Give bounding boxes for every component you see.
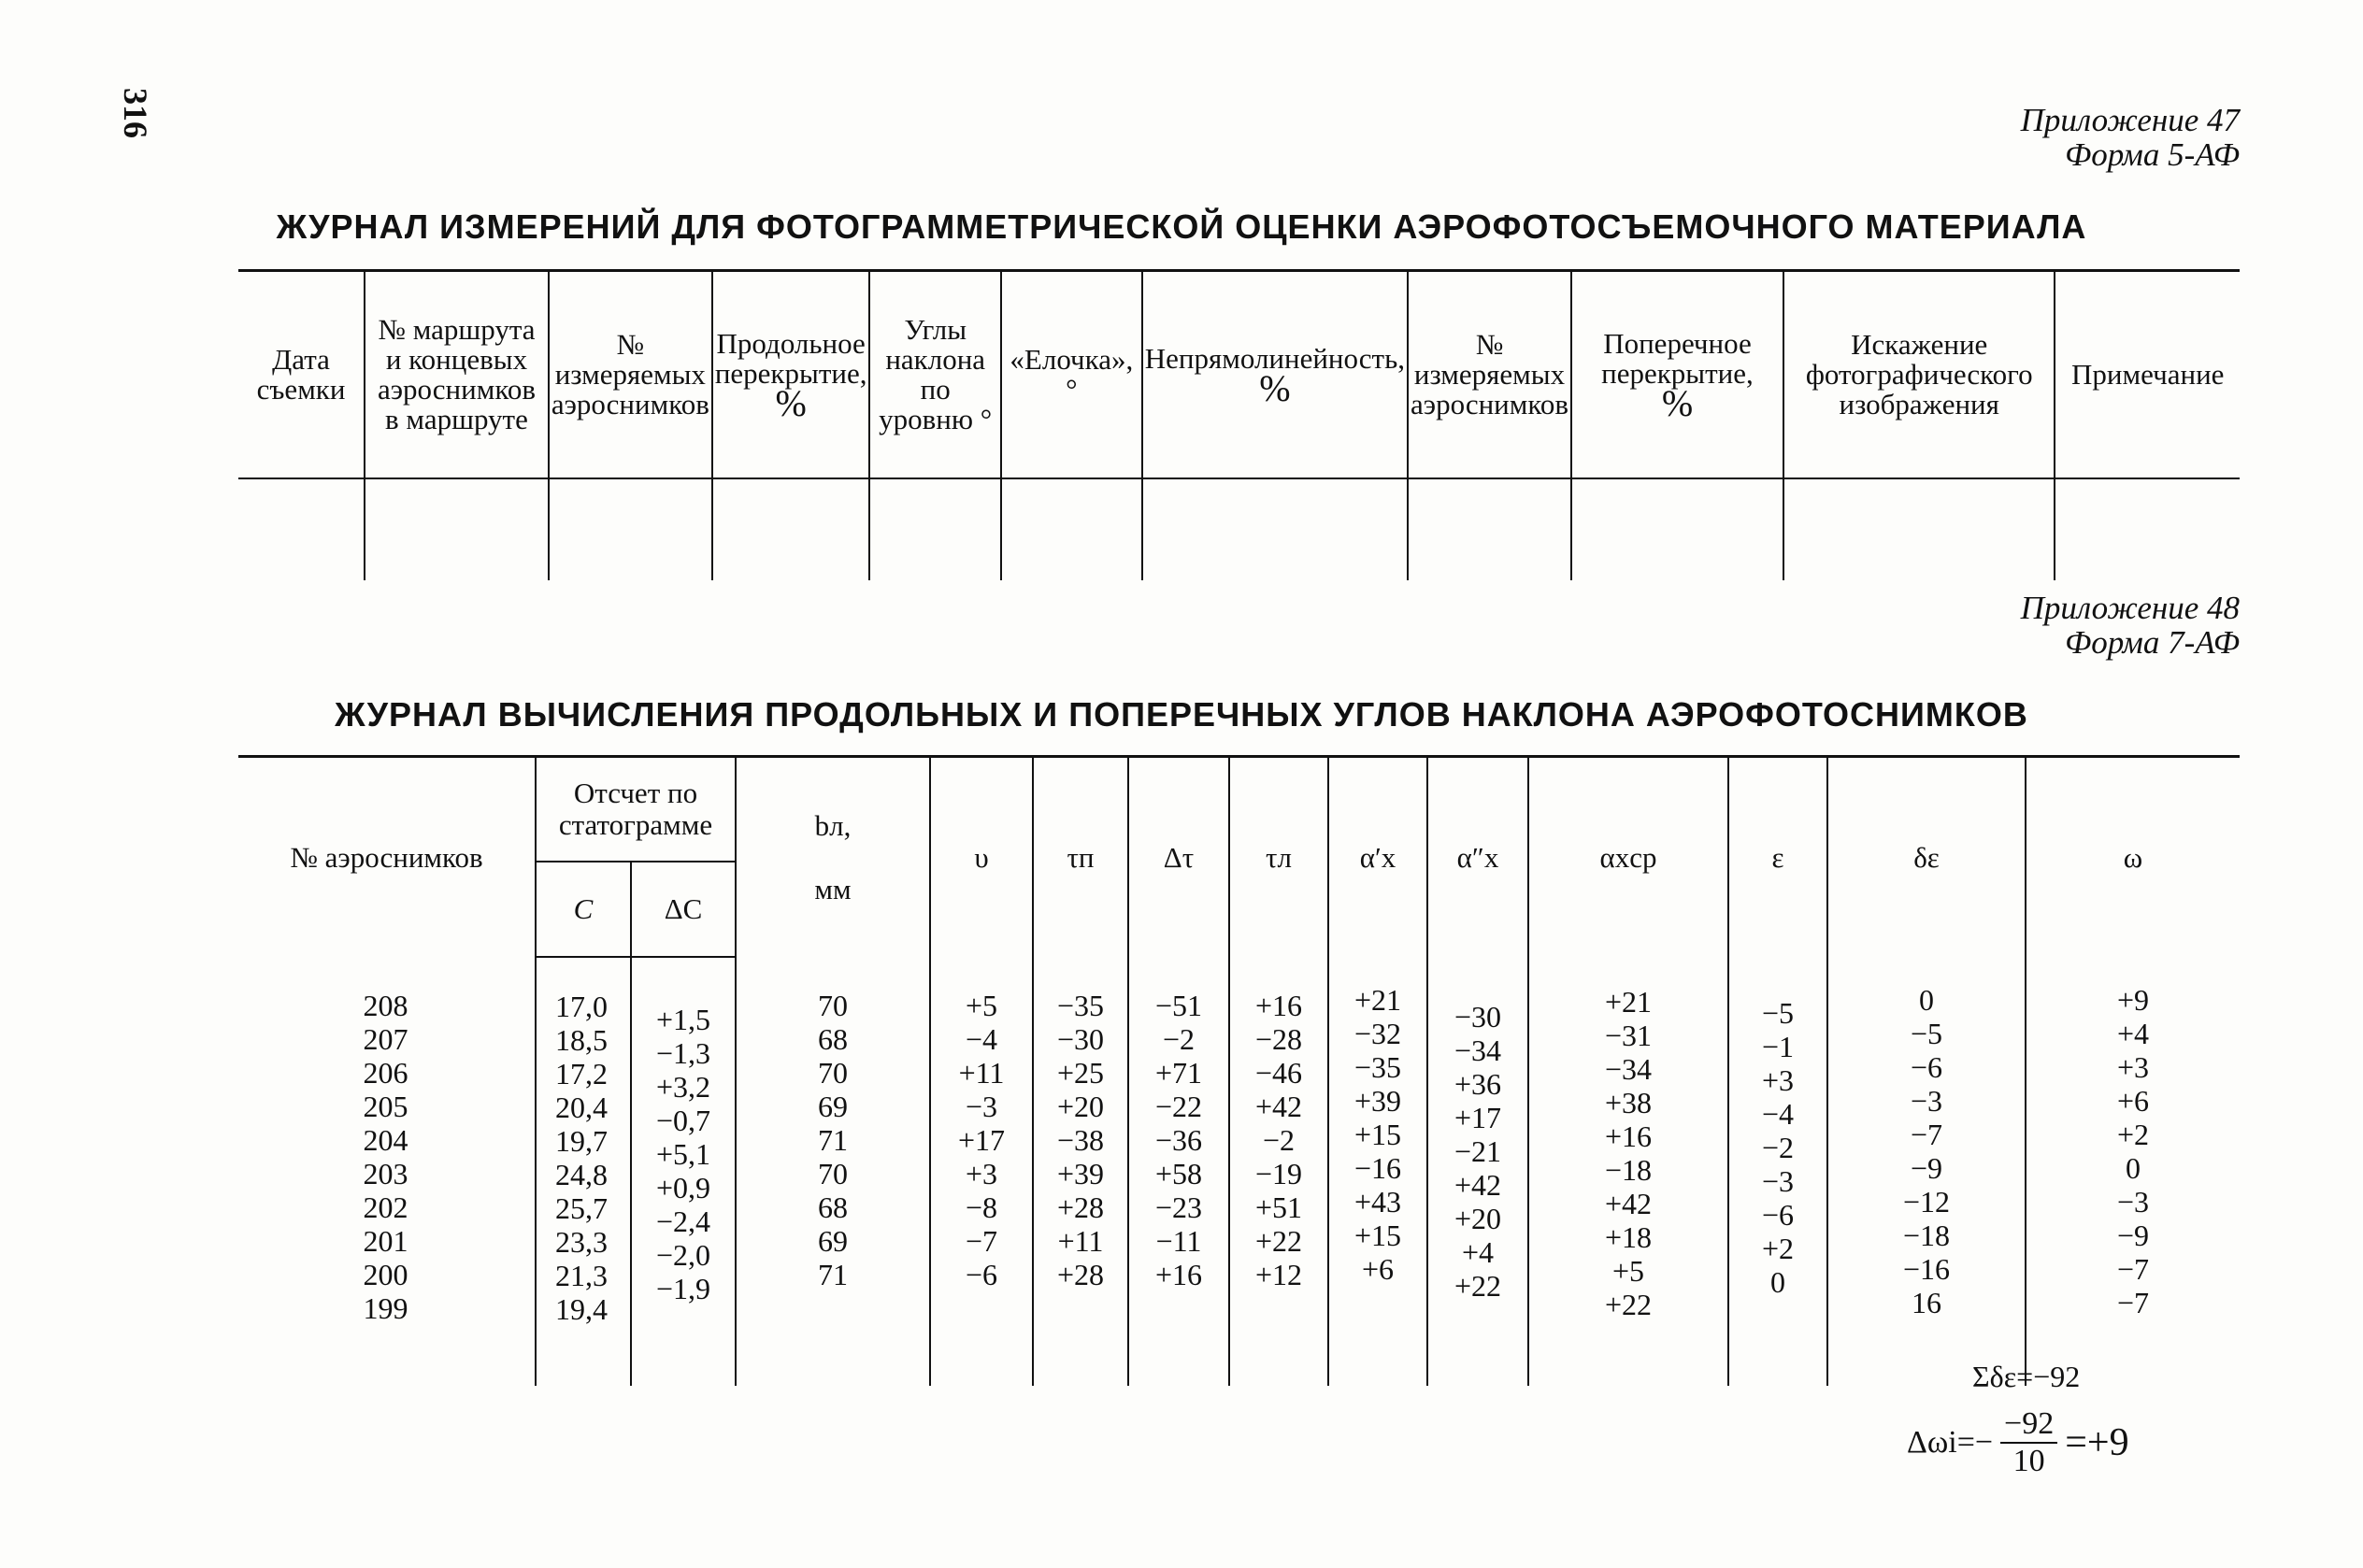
col-tau-p: τп — [1033, 757, 1128, 958]
appendix-label: Приложение 47 — [2020, 102, 2240, 138]
cell-ax2: −30 −34 +36 +17 −21 +42 +20 +4 +22 — [1427, 957, 1528, 1386]
cell-eps: −5 −1 +3 −4 −2 −3 −6 +2 0 — [1728, 957, 1827, 1386]
cell — [1571, 478, 1783, 580]
col-statogram-reading: Отсчет по статограмме — [536, 757, 736, 862]
col-level-tilt: Углы наклона по уровню ° — [869, 271, 1000, 479]
cell-dc: +1,5 −1,3 +3,2 −0,7 +5,1 +0,9 −2,4 −2,0 −1,9 — [631, 957, 736, 1386]
form-label: Форма 5-АФ — [2065, 136, 2240, 173]
page-number: 316 — [117, 88, 154, 138]
col-delta-tau: Δτ — [1128, 757, 1229, 958]
col-nonlinearity — [1142, 271, 1408, 479]
col-measured-snapshots-2: № измеряемых аэроснимков — [1408, 271, 1571, 479]
col-epsilon: ε — [1728, 757, 1827, 958]
cell — [869, 478, 1000, 580]
col-delta-c: ΔC — [631, 862, 736, 957]
cell — [1783, 478, 2055, 580]
col-snapshots: № аэроснимков — [290, 840, 483, 874]
percent-sign: % — [1259, 366, 1291, 409]
formula-result: =+9 — [2065, 1421, 2129, 1464]
cell-b: 70 68 70 69 71 70 68 69 71 — [736, 957, 930, 1386]
omega-correction-formula — [1907, 1406, 2129, 1479]
cell-axcp: +21 −31 −34 +38 +16 −18 +42 +18 +5 +22 — [1528, 957, 1728, 1386]
col-b — [736, 757, 930, 958]
formula-lhs: Δωi=− — [1907, 1425, 1994, 1460]
col-tau-l: τл — [1229, 757, 1328, 958]
col-measured-snapshots: № измеряемых аэроснимков — [549, 271, 712, 479]
cell — [1408, 478, 1571, 580]
cell — [238, 478, 365, 580]
appendix-48 — [2021, 591, 2240, 660]
appendix-47 — [2021, 103, 2240, 172]
col-alpha-x2: α″x — [1427, 757, 1528, 958]
col-date: Дата съемки — [238, 271, 365, 479]
col-v: υ — [930, 757, 1033, 958]
col-alpha-x1: α′x — [1328, 757, 1427, 958]
cell — [1142, 478, 1408, 580]
unit-text: мм — [814, 872, 852, 905]
cell-snapshots: 208 207 206 205 204 203 202 201 200 199 — [363, 989, 408, 1325]
formula-denominator: 10 — [2012, 1444, 2045, 1478]
formula-numerator: −92 — [2000, 1406, 2057, 1444]
cell-omega: +9 +4 +3 +6 +2 0 −3 −9 −7 −7 — [2026, 957, 2240, 1386]
table-row — [238, 478, 2240, 580]
cell-dtau: −51 −2 +71 −22 −36 +58 −23 −11 +16 — [1128, 957, 1229, 1386]
cell-ax1: +21 −32 −35 +39 +15 −16 +43 +15 +6 — [1328, 957, 1427, 1386]
col-omega: ω — [2026, 757, 2240, 958]
header-text: Непрямолинейность, — [1144, 341, 1405, 375]
appendix-label: Приложение 48 — [2020, 590, 2240, 626]
col-alpha-xcp: αxcp — [1528, 757, 1728, 958]
measurement-journal-table — [238, 269, 2240, 580]
cell-tau-p: −35 −30 +25 +20 −38 +39 +28 +11 +28 — [1033, 957, 1128, 1386]
col-transverse-overlap — [1571, 271, 1783, 479]
cell — [549, 478, 712, 580]
cell — [712, 478, 870, 580]
col-note: Примечание — [2055, 271, 2240, 479]
col-distortion: Искажение фотографического изображения — [1783, 271, 2055, 479]
cell-c: 17,0 18,5 17,2 20,4 19,7 24,8 25,7 23,3 21,3 19,4 — [536, 957, 631, 1386]
col-delta-epsilon: δε — [1827, 757, 2026, 958]
sum-delta-epsilon: Σδε=−92 — [1972, 1360, 2081, 1393]
col-herringbone: «Елочка», ° — [1001, 271, 1142, 479]
col-c: C — [536, 862, 631, 957]
cell-deps: 0 −5 −6 −3 −7 −9 −12 −18 −16 16 — [1827, 957, 2026, 1386]
table1-title: ЖУРНАЛ ИЗМЕРЕНИЙ ДЛЯ ФОТОГРАММЕТРИЧЕСКОЙ ОЦЕНКИ АЭРОФОТОСЪЕМОЧНОГО МАТЕРИАЛА — [276, 207, 2087, 246]
header-text: Поперечное перекрытие, — [1601, 326, 1754, 390]
cell — [1001, 478, 1142, 580]
cell — [365, 478, 549, 580]
cell — [2055, 478, 2240, 580]
tilt-computation-table — [238, 755, 2240, 1386]
header-text: Продольное перекрытие, — [714, 326, 867, 390]
cell-v: +5 −4 +11 −3 +17 +3 −8 −7 −6 — [930, 957, 1033, 1386]
cell-tau-l: +16 −28 −46 +42 −2 −19 +51 +22 +12 — [1229, 957, 1328, 1386]
formula-fraction — [2000, 1406, 2057, 1479]
col-route: № маршрута и концевых аэроснимков в маршруте — [365, 271, 549, 479]
form-label: Форма 7-АФ — [2065, 624, 2240, 661]
percent-sign: % — [775, 381, 807, 424]
header-text: bл, — [814, 808, 852, 842]
percent-sign: % — [1661, 381, 1694, 424]
table2-title: ЖУРНАЛ ВЫЧИСЛЕНИЯ ПРОДОЛЬНЫХ И ПОПЕРЕЧНЫХ УГЛОВ НАКЛОНА АЭРОФОТОСНИМКОВ — [335, 695, 2028, 734]
col-longitudinal-overlap — [712, 271, 870, 479]
table-row — [238, 957, 2240, 1386]
